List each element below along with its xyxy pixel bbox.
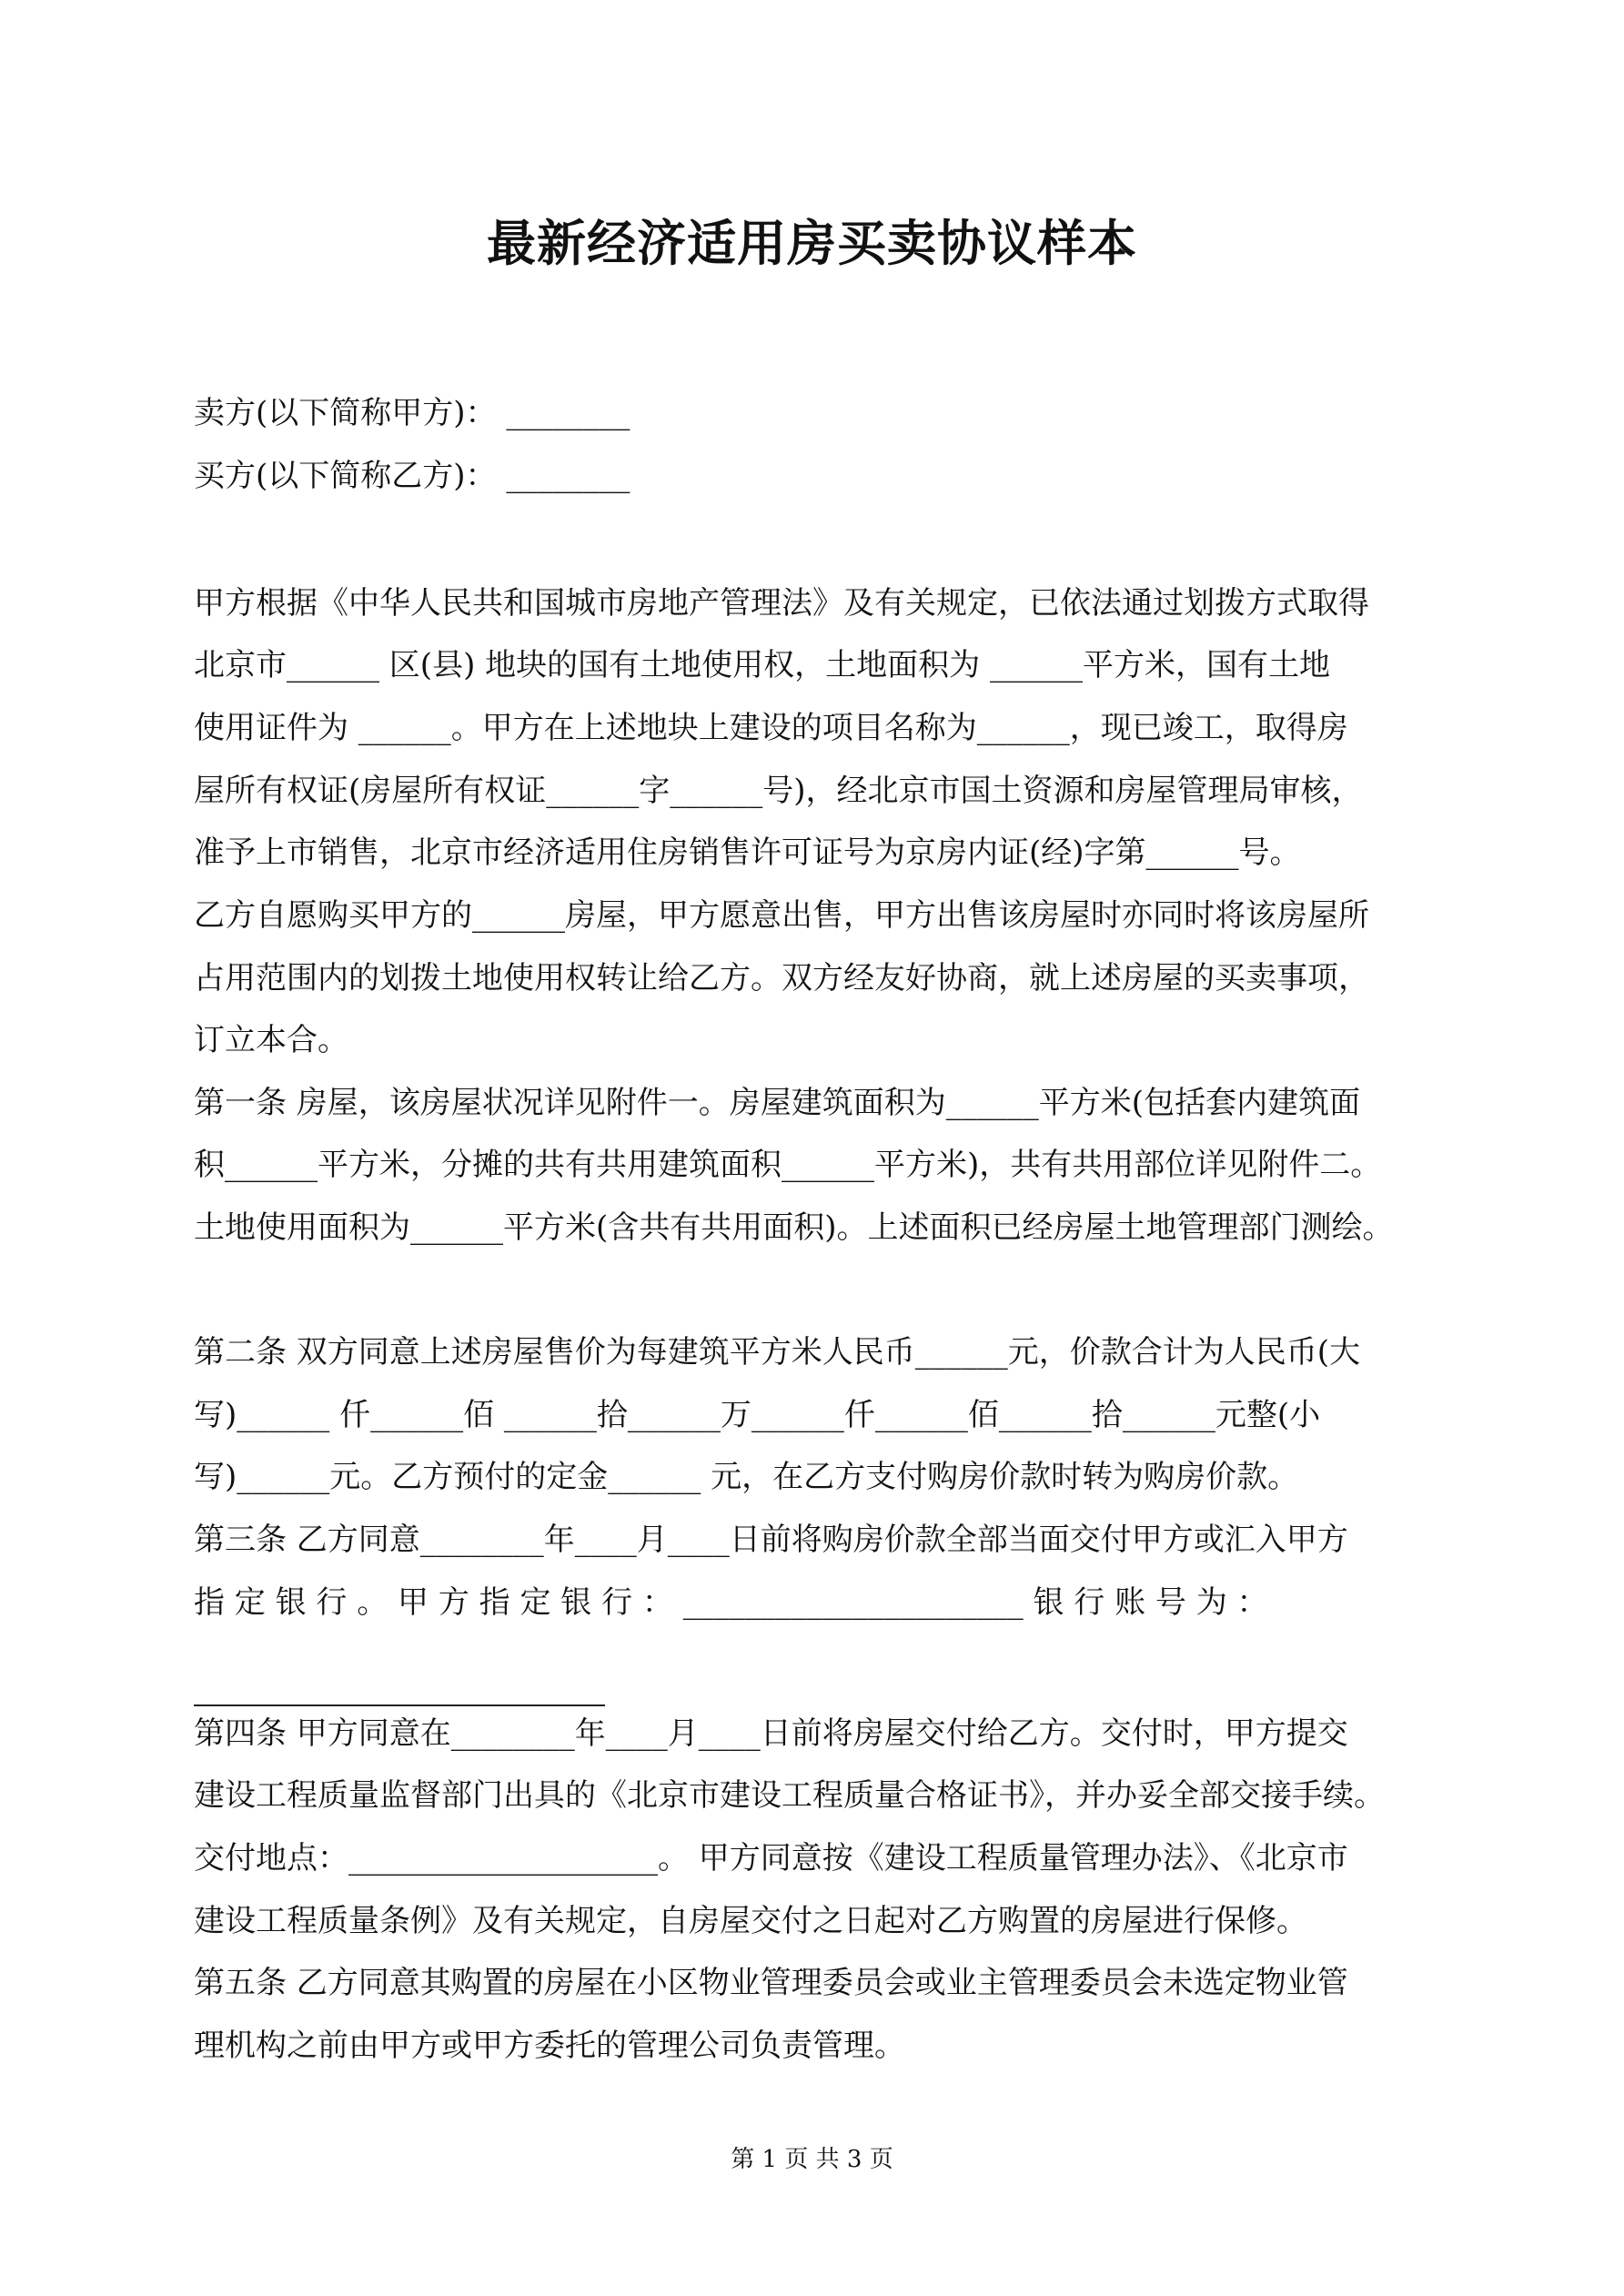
article-5-line: 理机构之前由甲方或甲方委托的管理公司负责管理。 (194, 2028, 905, 2064)
article-1-line: 土地使用面积为______平方米(含共有共用面积)。上述面积已经房屋土地管理部门测绘。 (194, 1209, 1394, 1246)
article-4-line: 建设工程质量条例》及有关规定，自房屋交付之日起对乙方购置的房屋进行保修。 (194, 1903, 1307, 1939)
paragraph-line: 乙方自愿购买甲方的______房屋，甲方愿意出售，甲方出售该房屋时亦同时将该房屋所 (194, 897, 1369, 934)
paragraph-line: 准予上市销售，北京市经济适用住房销售许可证号为京房内证(经)字第______号。 (194, 834, 1301, 871)
paragraph-line: 屋所有权证(房屋所有权证______字______号)，经北京市国土资源和房屋管理局审核， (194, 773, 1363, 809)
article-4-line: 第四条 甲方同意在________年____月____日前将房屋交付给乙方。交付时，甲方提交 (194, 1715, 1348, 1752)
paragraph-line: 使用证件为 ______。甲方在上述地块上建设的项目名称为______，现已竣工，取得房 (194, 710, 1348, 746)
article-4-line: 交付地点：____________________。 甲方同意按《建设工程质量管理办法》、《北京市 (194, 1840, 1348, 1876)
page-footer: 第 1 页 共 3 页 (731, 2146, 893, 2173)
article-3-line: 指 定 银 行 。 甲 方 指 定 银 行 ： ______________________ 银 行 账 号 为 ： (194, 1584, 1268, 1621)
article-4-line: 建设工程质量监督部门出具的《北京市建设工程质量合格证书》，并办妥全部交接手续。 (194, 1777, 1385, 1814)
article-5-line: 第五条 乙方同意其购置的房屋在小区物业管理委员会或业主管理委员会未选定物业管 (194, 1965, 1348, 2001)
paragraph-line: 甲方根据《中华人民共和国城市房地产管理法》及有关规定，已依法通过划拨方式取得 (194, 585, 1369, 622)
article-2-line: 第二条 双方同意上述房屋售价为每建筑平方米人民币______元，价款合计为人民币(大 (194, 1334, 1361, 1371)
account-number-blank (194, 1704, 605, 1706)
article-2-line: 写)______ 仟______佰 ______拾______万______仟______佰______拾______元整(小 (194, 1397, 1321, 1433)
paragraph-line: 北京市______ 区(县) 地块的国有土地使用权，土地面积为 ______平方米，国有土地 (194, 647, 1330, 683)
paragraph-line: 订立本合。 (194, 1022, 348, 1058)
article-1-line: 第一条 房屋，该房屋状况详见附件一。房屋建筑面积为______平方米(包括套内建筑面 (194, 1085, 1361, 1121)
document-title: 最新经济适用房买卖协议样本 (487, 215, 1137, 272)
seller-line: 卖方(以下简称甲方)： ________ (194, 395, 630, 431)
article-1-line: 积______平方米，分摊的共有共用建筑面积______平方米)，共有共用部位详见附件二。 (194, 1147, 1382, 1183)
paragraph-line: 占用范围内的划拨土地使用权转让给乙方。双方经友好协商，就上述房屋的买卖事项， (194, 960, 1369, 996)
article-2-line: 写)______元。乙方预付的定金______ 元，在乙方支付购房价款时转为购房价款。 (194, 1459, 1299, 1495)
buyer-line: 买方(以下简称乙方)： ________ (194, 458, 630, 494)
article-3-line: 第三条 乙方同意________年____月____日前将购房价款全部当面交付甲方或汇入甲方 (194, 1522, 1348, 1558)
